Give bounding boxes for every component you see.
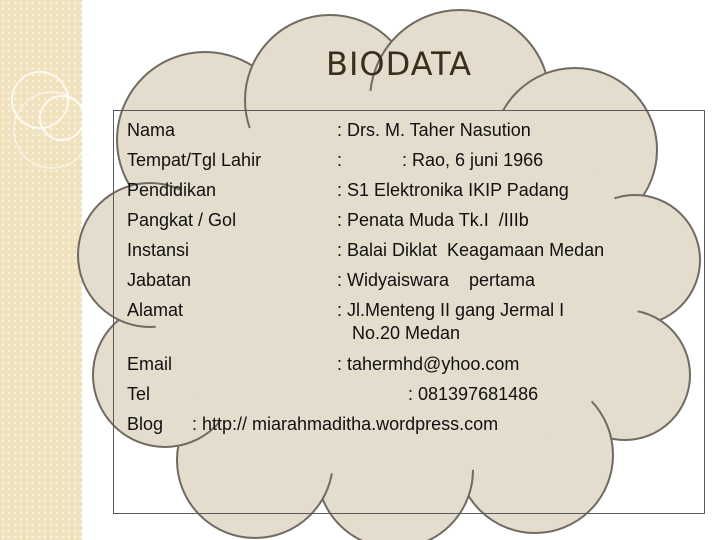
label-blog: Blog bbox=[127, 414, 164, 434]
value-alamat: : Jl.Menteng II gang Jermal I bbox=[337, 300, 565, 320]
value-pendidikan: : S1 Elektronika IKIP Padang bbox=[337, 180, 569, 200]
value-alamat-continued: No.20 Medan bbox=[352, 323, 461, 343]
slide-title: BIODATA bbox=[326, 45, 473, 83]
label-pangkat-gol: Pangkat / Gol bbox=[127, 210, 237, 230]
label-tel: Tel bbox=[127, 384, 151, 404]
value-pangkat-gol: : Penata Muda Tk.I /IIIb bbox=[337, 210, 529, 230]
label-email: Email bbox=[127, 354, 173, 374]
label-tempat-tgl-lahir: Tempat/Tgl Lahir bbox=[127, 150, 262, 170]
label-pendidikan: Pendidikan bbox=[127, 180, 217, 200]
value-tempat-tgl-lahir: : : Rao, 6 juni 1966 bbox=[337, 150, 544, 170]
value-email: : tahermhd@yhoo.com bbox=[337, 354, 520, 374]
label-nama: Nama bbox=[127, 120, 176, 140]
value-instansi: : Balai Diklat Keagamaan Medan bbox=[337, 240, 605, 260]
value-blog: : http:// miarahmaditha.wordpress.com bbox=[192, 414, 499, 434]
value-nama: : Drs. M. Taher Nasution bbox=[337, 120, 531, 140]
label-jabatan: Jabatan bbox=[127, 270, 192, 290]
label-alamat: Alamat bbox=[127, 300, 184, 320]
value-jabatan: : Widyaiswara pertama bbox=[337, 270, 536, 290]
label-instansi: Instansi bbox=[127, 240, 190, 260]
value-tel: : 081397681486 bbox=[408, 384, 539, 404]
